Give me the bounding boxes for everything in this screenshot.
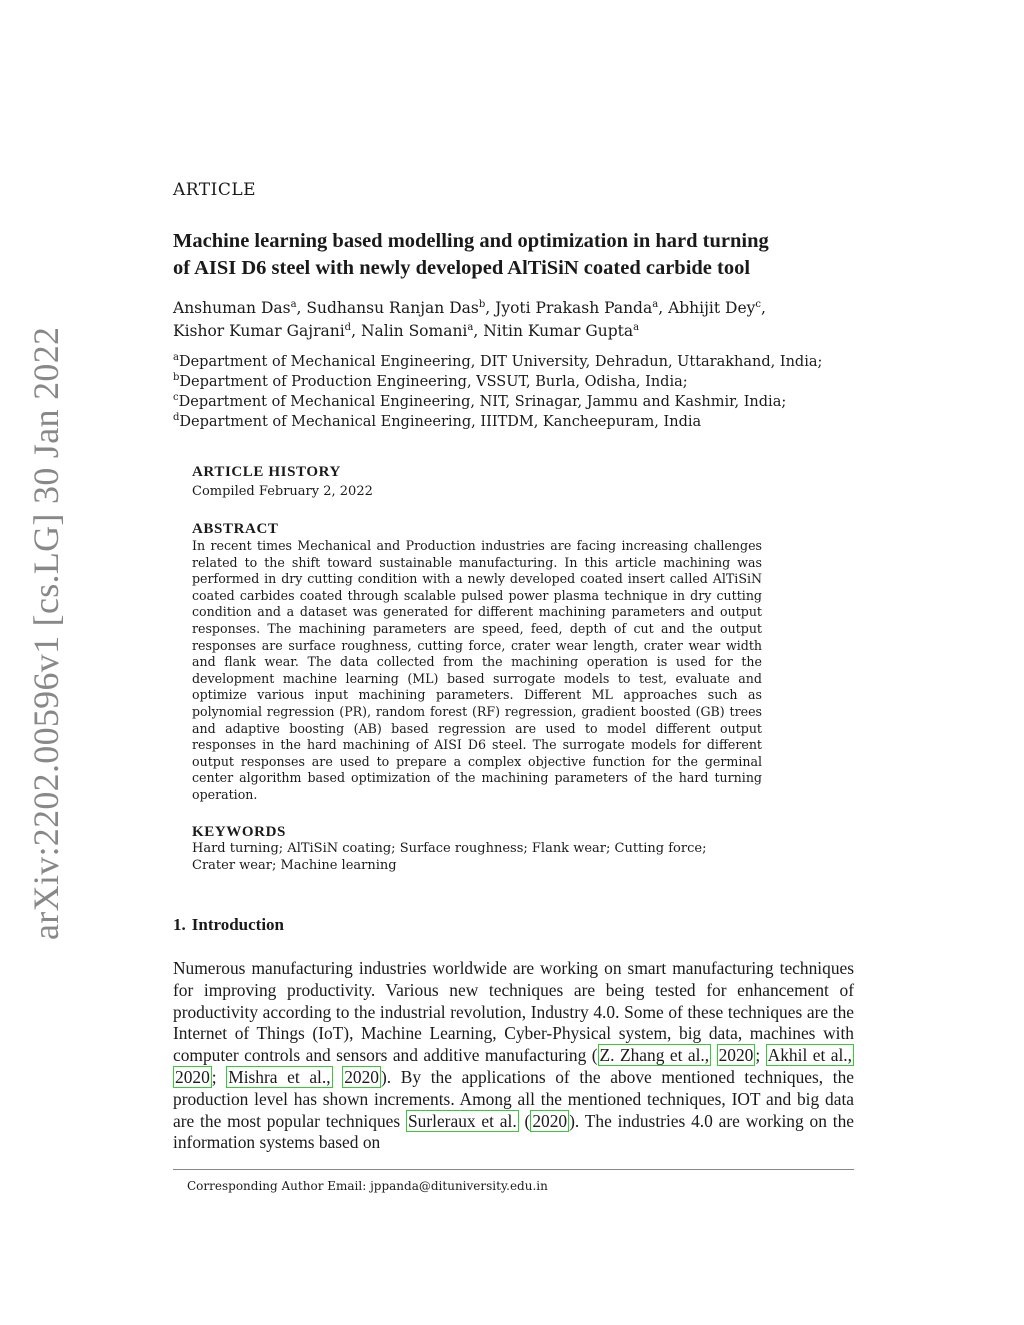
citation-link-akhil[interactable]: Akhil et al., <box>767 1045 852 1066</box>
affiliation-text: Department of Mechanical Engineering, NIT, Srinagar, Jammu and Kashmir, India; <box>178 394 787 410</box>
affiliation-item <box>173 372 873 392</box>
title-line-2: of AISI D6 steel with newly developed AlTiSiN coated carbide tool <box>173 257 751 279</box>
citation-separator: ; <box>755 1045 766 1066</box>
citation-open-paren: ( <box>518 1110 531 1131</box>
corresponding-author-footnote: Corresponding Author Email: jppanda@dituniversity.edu.in <box>187 1179 548 1193</box>
citation-year-link-zhang[interactable]: 2020 <box>718 1045 754 1066</box>
intro-text-3: ). The industries 4.0 are working on the information systems based on <box>173 1110 854 1153</box>
author-name: Abhijit Dey <box>668 299 756 317</box>
author-name: Nitin Kumar Gupta <box>483 322 634 340</box>
affiliation-mark: c <box>173 392 179 403</box>
abstract-section <box>192 520 762 804</box>
keywords-line-2: Crater wear; Machine learning <box>192 857 397 873</box>
author-name: Jyoti Prakash Panda <box>495 299 653 317</box>
author-line-2: Kishor Kumar Gajrani$^d$, Nalin Somani$^a$, Nitin Kumar Gupta$^a$ <box>173 322 640 340</box>
paper-title <box>173 228 863 282</box>
author-affiliation-mark: a <box>290 299 297 310</box>
article-type-label: ARTICLE <box>173 180 257 200</box>
footnote-divider <box>173 1169 854 1170</box>
section-title: Introduction <box>191 915 285 934</box>
affiliation-item <box>173 392 873 412</box>
author-line-1: Anshuman Das$^a$, Sudhansu Ranjan Das$^b$, Jyoti Prakash Panda$^a$, Abhijit Dey$^c$, <box>173 299 766 317</box>
affiliation-text: Department of Mechanical Engineering, DIT University, Dehradun, Uttarakhand, India; <box>178 354 823 370</box>
author-name: Nalin Somani <box>360 322 468 340</box>
affiliation-item <box>173 352 873 372</box>
author-affiliation-mark: a <box>633 322 640 333</box>
intro-text-2: ). By the applications of the above mentioned techniques, the production level has shown increments. Among all the mentioned techniques, IOT and big data are the most popular techniques <box>173 1066 854 1131</box>
affiliation-text: Department of Production Engineering, VSSUT, Burla, Odisha, India; <box>179 374 688 390</box>
article-history-section <box>192 463 762 501</box>
author-affiliation-mark: b <box>478 299 486 310</box>
author-affiliation-mark: d <box>344 322 352 333</box>
affiliation-mark: d <box>173 412 180 423</box>
author-affiliation-mark: c <box>755 299 762 310</box>
citation-year-link-mishra[interactable]: 2020 <box>344 1066 379 1087</box>
keywords-section <box>192 823 762 874</box>
article-history-heading: ARTICLE HISTORY <box>192 464 341 480</box>
affiliation-mark: a <box>173 352 179 363</box>
section-number: 1. <box>173 915 186 934</box>
author-affiliation-mark: a <box>652 299 659 310</box>
citation-link-mishra[interactable]: Mishra et al., <box>228 1066 331 1087</box>
author-affiliation-mark: a <box>467 322 474 333</box>
citation-year-link-surleraux[interactable]: 2020 <box>532 1110 568 1131</box>
affiliation-text: Department of Mechanical Engineering, IIITDM, Kancheepuram, India <box>179 414 702 430</box>
keywords-heading: KEYWORDS <box>192 824 286 840</box>
compiled-date: Compiled February 2, 2022 <box>192 484 373 499</box>
keywords-line-1: Hard turning; AlTiSiN coating; Surface roughness; Flank wear; Cutting force; <box>192 841 707 856</box>
abstract-heading: ABSTRACT <box>192 521 279 537</box>
affiliation-mark: b <box>173 372 180 383</box>
author-list <box>173 297 863 343</box>
citation-link-zhang[interactable]: Z. Zhang et al., <box>599 1045 710 1066</box>
intro-text-1: Numerous manufacturing industries worldwide are working on smart manufacturing techniques for improving productivity. Various new techniques are being tested for enhancement of productivity according to the industrial revolution, Industry 4.0. Some of these techniques are the Internet of Things (IoT), Machine Learning, Cyber-Physical system, big data, machines with computer controls and sensors and additive manufacturing ( <box>173 958 854 1066</box>
affiliation-item <box>173 412 873 432</box>
introduction-paragraph <box>173 958 854 1154</box>
abstract-text: In recent times Mechanical and Production industries are facing increasing challenges related to the shift toward sustainable manufacturing. In this article machining was performed in dry cutting condition with a newly developed coated insert called AlTiSiN coated carbides coated through scalable pulsed power plasma technique in dry cutting condition and a dataset was generated for different machining parameters and output responses. The machining parameters are speed, feed, depth of cut and the output responses are surface roughness, cutting force, crater wear length, crater wear width and flank wear. The data collected from the machining operation is used for the development machine learning (ML) based surrogate models to test, evaluate and optimize various input machining parameters. Different ML approaches such as polynomial regression (PR), random forest (RF) regression, gradient boosted (GB) trees and adaptive boosting (AB) based regression are used to model different output responses in the hard machining of AISI D6 steel. The surrogate models for different output responses are used to prepare a complex objective function for the germinal center algorithm based optimization of the machining parameters of the hard turning operation. <box>192 538 762 802</box>
citation-year-link-akhil[interactable]: 2020 <box>175 1066 210 1087</box>
author-name: Anshuman Das <box>173 299 291 317</box>
introduction-heading <box>173 915 284 935</box>
title-line-1: Machine learning based modelling and optimization in hard turning <box>173 230 769 252</box>
arxiv-identifier: arXiv:2202.00596v1 [cs.LG] 30 Jan 2022 <box>26 326 66 940</box>
citation-separator: ; <box>211 1066 227 1087</box>
citation-link-surleraux[interactable]: Surleraux et al. <box>407 1110 517 1131</box>
author-name: Sudhansu Ranjan Das <box>306 299 479 317</box>
affiliation-list <box>173 352 873 432</box>
author-name: Kishor Kumar Gajrani <box>173 322 345 340</box>
